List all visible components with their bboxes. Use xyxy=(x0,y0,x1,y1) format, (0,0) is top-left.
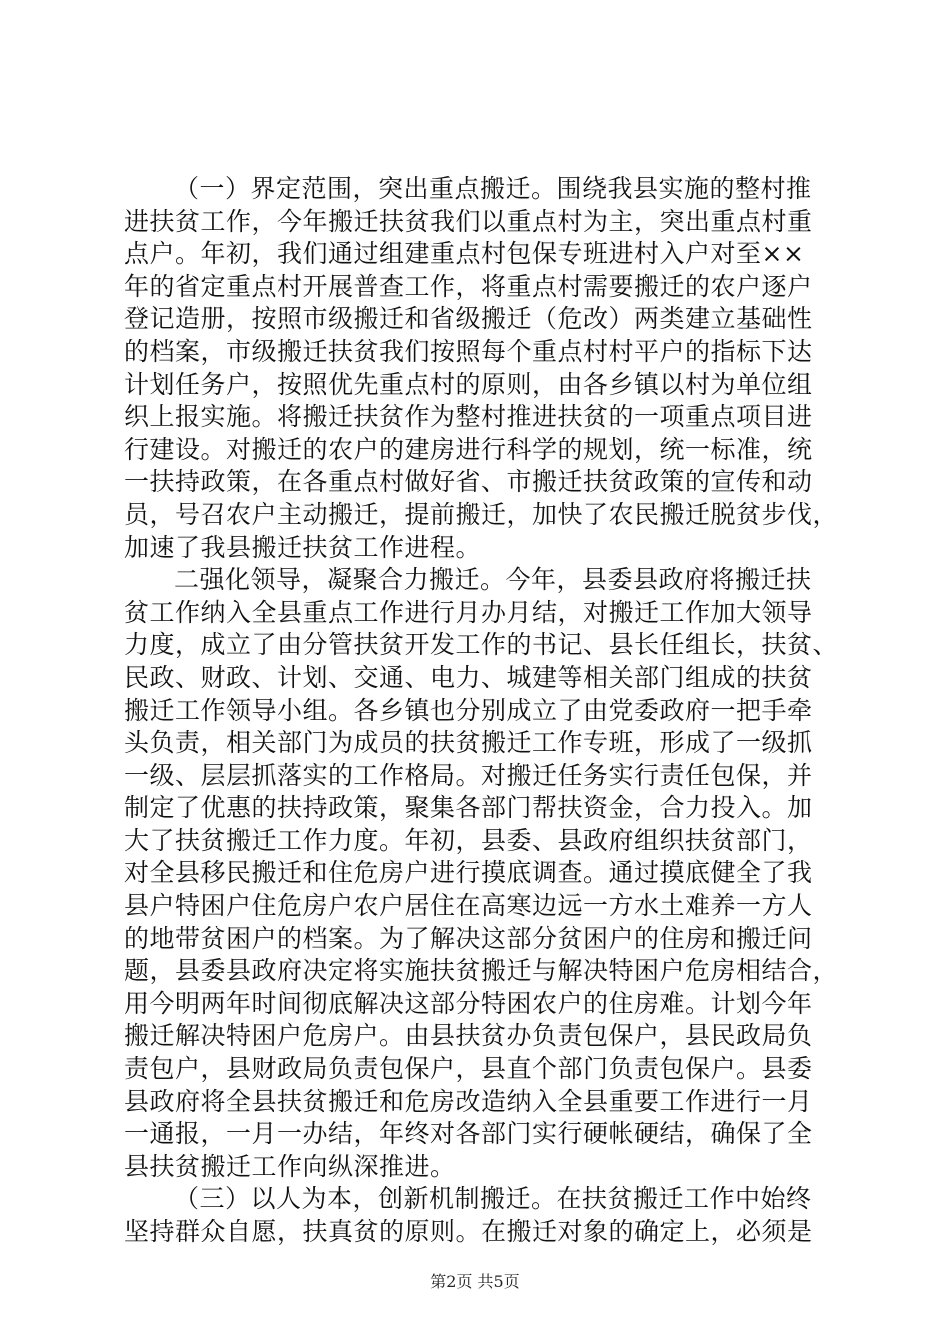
paragraph-line: 的档案，市级搬迁扶贫我们按照每个重点村村平户的指标下达 xyxy=(124,336,813,366)
paragraph-line: 责包户，县财政局负责包保户，县直个部门负责包保户。县委 xyxy=(124,1054,813,1084)
paragraph-line: 搬迁解决特困户危房户。由县扶贫办负责包保户，县民政局负 xyxy=(124,1021,813,1051)
paragraph-line: 头负责，相关部门为成员的扶贫搬迁工作专班，形成了一级抓 xyxy=(124,728,813,758)
paragraph-line: 对全县移民搬迁和住危房户进行摸底调查。通过摸底健全了我 xyxy=(124,858,813,888)
paragraph-line: 县户特困户住危房户农户居住在高寒边远一方水土难养一方人 xyxy=(124,891,813,921)
paragraph-line: 登记造册，按照市级搬迁和省级搬迁（危改）两类建立基础性 xyxy=(124,304,813,334)
paragraph-line: 搬迁工作领导小组。各乡镇也分别成立了由党委政府一把手牵 xyxy=(124,695,813,725)
paragraph-line: 加速了我县搬迁扶贫工作进程。 xyxy=(124,532,482,562)
paragraph-line: 一通报，一月一办结，年终对各部门实行硬帐硬结，确保了全 xyxy=(124,1119,813,1149)
paragraph-line: 贫工作纳入全县重点工作进行月办月结，对搬迁工作加大领导 xyxy=(124,597,813,627)
paragraph-line: 计划任务户，按照优先重点村的原则，由各乡镇以村为单位组 xyxy=(124,369,813,399)
paragraph-line: 的地带贫困户的档案。为了解决这部分贫困户的住房和搬迁问 xyxy=(124,923,813,953)
paragraph-line: 坚持群众自愿，扶真贫的原则。在搬迁对象的确定上，必须是 xyxy=(124,1217,813,1246)
paragraph-line: 县扶贫搬迁工作向纵深推进。 xyxy=(124,1151,456,1181)
paragraph-line: 题，县委县政府决定将实施扶贫搬迁与解决特困户危房相结合， xyxy=(124,956,839,986)
paragraph-line: 织上报实施。将搬迁扶贫作为整村推进扶贫的一项重点项目进 xyxy=(124,402,813,432)
paragraph-line: 一级、层层抓落实的工作格局。对搬迁任务实行责任包保，并 xyxy=(124,760,813,790)
paragraph-line: （一）界定范围，突出重点搬迁。围绕我县实施的整村推 xyxy=(174,174,812,203)
paragraph-line: 员，号召农户主动搬迁，提前搬迁，加快了农民搬迁脱贫步伐， xyxy=(124,499,839,529)
paragraph-line: 力度，成立了由分管扶贫开发工作的书记、县长任组长，扶贫、 xyxy=(124,630,839,660)
document-body xyxy=(124,173,840,1249)
paragraph-line: 用今明两年时间彻底解决这部分特困农户的住房难。计划今年 xyxy=(124,988,813,1018)
paragraph-line: （三）以人为本，创新机制搬迁。在扶贫搬迁工作中始终 xyxy=(174,1184,812,1214)
paragraph-line: 行建设。对搬迁的农户的建房进行科学的规划，统一标准，统 xyxy=(124,434,813,464)
paragraph-line: 点户。年初，我们通过组建重点村包保专班进村入户对至×× xyxy=(124,239,805,269)
paragraph-line: 民政、财政、计划、交通、电力、城建等相关部门组成的扶贫 xyxy=(124,662,813,692)
paragraph-line: 大了扶贫搬迁工作力度。年初，县委、县政府组织扶贫部门， xyxy=(124,825,813,855)
page-number-footer: 第2页 共5页 xyxy=(430,1272,520,1291)
paragraph-line: 一扶持政策，在各重点村做好省、市搬迁扶贫政策的宣传和动 xyxy=(124,467,813,497)
paragraph-line: 进扶贫工作，今年搬迁扶贫我们以重点村为主，突出重点村重 xyxy=(124,206,813,236)
paragraph-line: 年的省定重点村开展普查工作，将重点村需要搬迁的农户逐户 xyxy=(124,271,813,301)
paragraph-line: 二强化领导，凝聚合力搬迁。今年，县委县政府将搬迁扶 xyxy=(174,565,812,595)
paragraph-line: 制定了优惠的扶持政策，聚集各部门帮扶资金，合力投入。加 xyxy=(124,793,813,823)
paragraph-line: 县政府将全县扶贫搬迁和危房改造纳入全县重要工作进行一月 xyxy=(124,1086,813,1116)
